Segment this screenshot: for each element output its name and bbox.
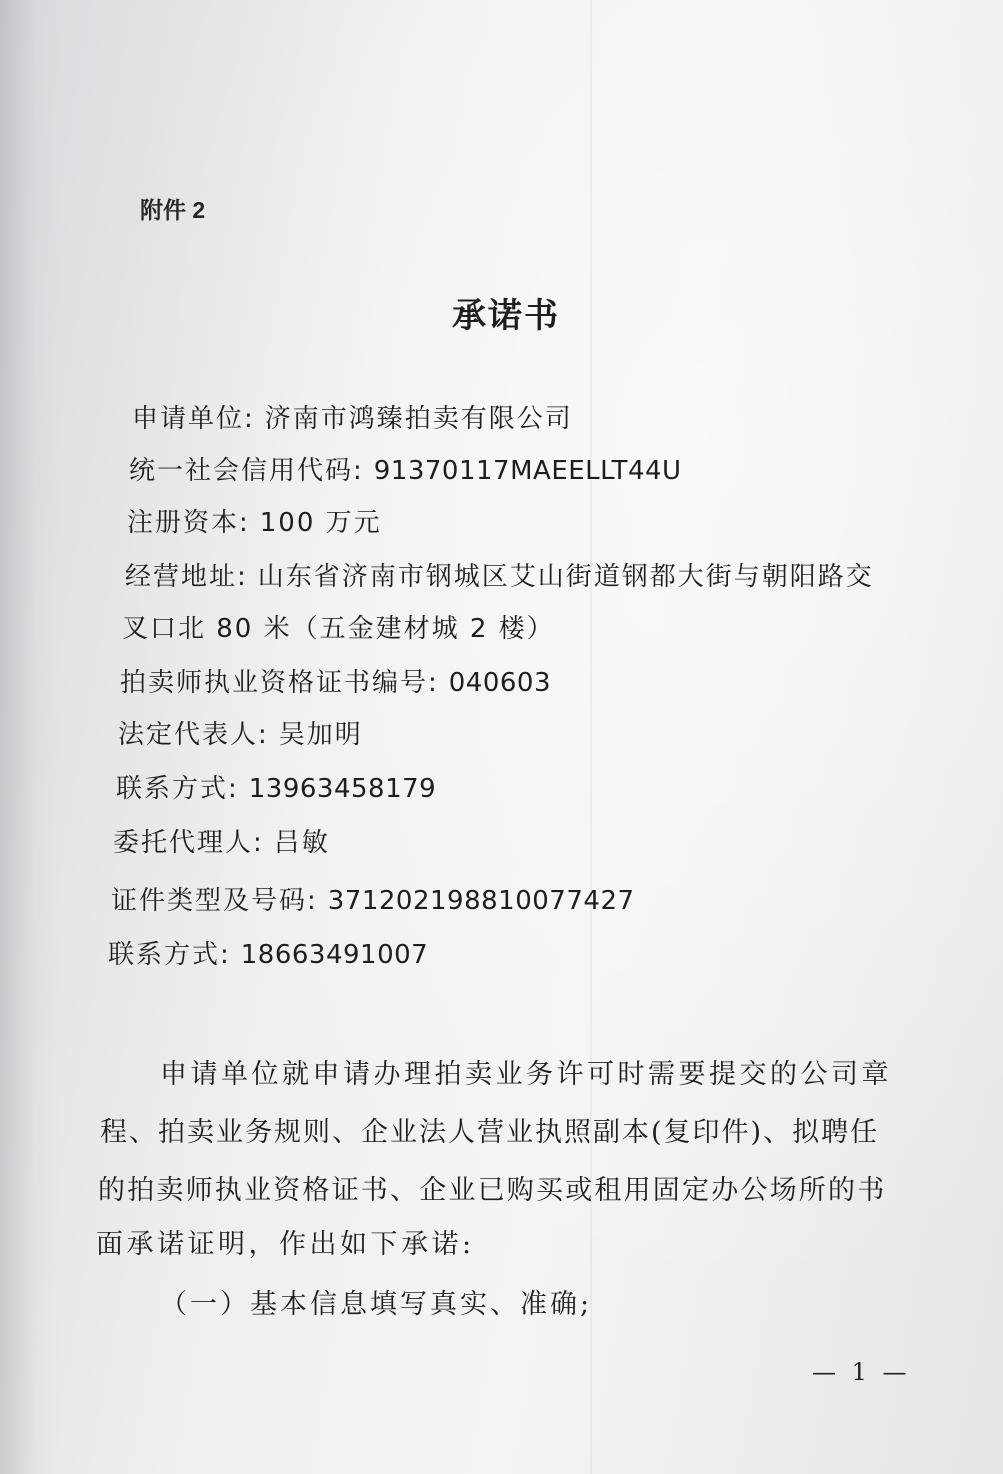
field-label: 统一社会信用代码: <box>129 456 364 486</box>
field-value: 371202198810077427 <box>327 886 635 916</box>
field-business-address-continuation: 叉口北 80 米（五金建材城 2 楼） <box>122 614 555 644</box>
field-business-address <box>125 556 874 593</box>
field-auctioneer-license <box>120 662 551 699</box>
body-line: 申请单位就申请办理拍卖业务许可时需要提交的公司章 <box>160 1059 892 1090</box>
field-value: 13963458179 <box>248 774 437 804</box>
field-label: 联系方式: <box>116 774 239 804</box>
document-title: 承诺书 <box>452 296 560 336</box>
page-number: — 1 — <box>812 1358 911 1386</box>
field-value: 济南市鸿臻拍卖有限公司 <box>264 404 573 434</box>
field-value: 山东省济南市钢城区艾山街道钢都大街与朝阳路交 <box>257 562 874 592</box>
field-credit-code <box>129 450 682 487</box>
field-value: 100 万元 <box>259 508 382 538</box>
body-line: 的拍卖师执业资格证书、企业已购买或租用固定办公场所的书 <box>98 1175 887 1206</box>
body-line: 面承诺证明，作出如下承诺: <box>96 1229 475 1260</box>
field-value: 18663491007 <box>240 940 429 970</box>
field-label: 注册资本: <box>127 508 250 538</box>
field-id-document <box>111 880 635 917</box>
field-label: 证件类型及号码: <box>111 886 318 916</box>
body-line: 程、拍卖业务规则、企业法人营业执照副本(复印件)、拟聘任 <box>100 1117 880 1148</box>
attachment-label: 附件 2 <box>140 197 206 223</box>
field-label: 拍卖师执业资格证书编号: <box>120 668 439 698</box>
page-shadow <box>0 0 60 1474</box>
page-fold-line <box>590 0 592 1474</box>
field-legal-representative <box>118 714 363 751</box>
commitment-item: （一）基本信息填写真实、准确; <box>160 1289 593 1320</box>
field-label: 联系方式: <box>108 940 231 970</box>
field-applicant <box>132 398 573 435</box>
field-value: 91370117MAEELLT44U <box>373 456 682 486</box>
field-value: 吕敏 <box>273 828 330 858</box>
field-label: 经营地址: <box>125 562 248 592</box>
field-contact-1 <box>116 768 436 805</box>
field-agent <box>113 822 330 859</box>
field-contact-2 <box>108 934 428 971</box>
field-label: 申请单位: <box>132 404 255 434</box>
field-value: 吴加明 <box>278 720 363 750</box>
field-value: 040603 <box>448 668 552 698</box>
field-registered-capital <box>127 502 382 539</box>
field-label: 委托代理人: <box>113 828 264 858</box>
field-label: 法定代表人: <box>118 720 269 750</box>
